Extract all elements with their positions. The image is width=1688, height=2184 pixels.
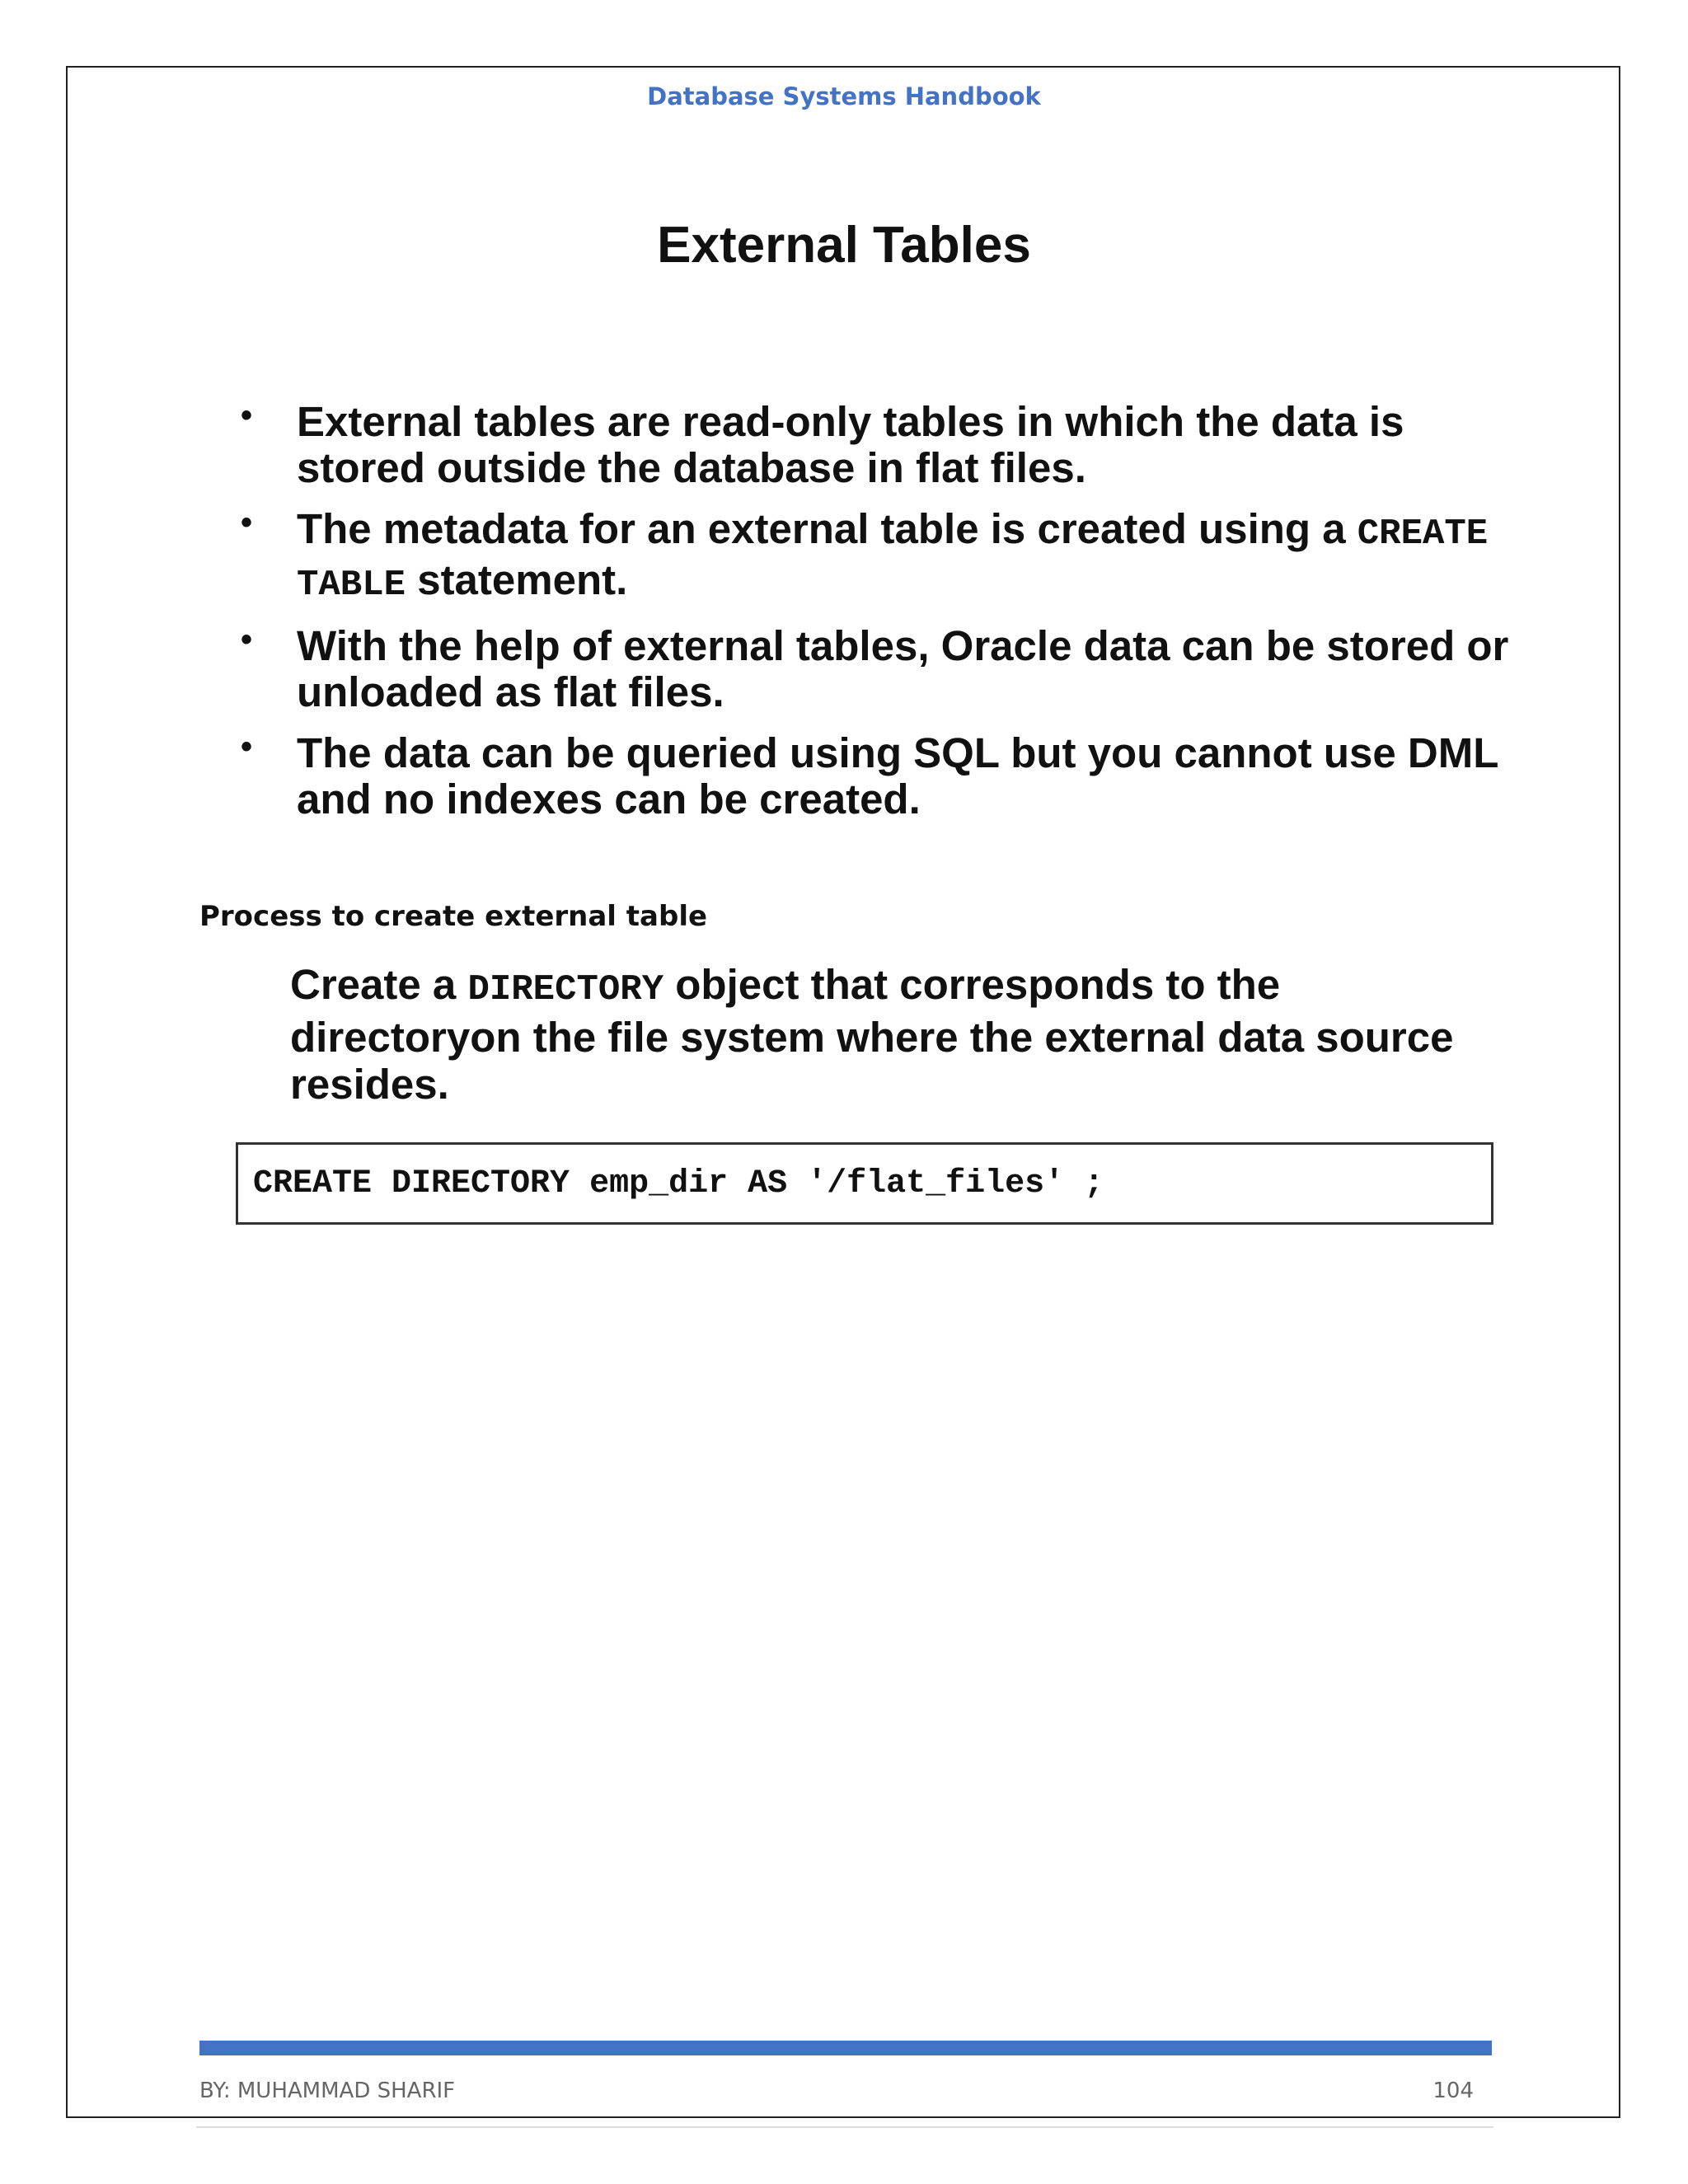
- footer-author: BY: MUHAMMAD SHARIF: [199, 2079, 456, 2103]
- section-label: Process to create external table: [199, 900, 708, 933]
- footer-divider: [196, 2126, 1493, 2128]
- bullet-list: [231, 399, 1517, 837]
- bullet-icon: •: [241, 621, 253, 658]
- bullet-text: External tables are read-only tables in which the data is stored outside the database in flat files.: [297, 398, 1404, 491]
- page-number: 104: [1432, 2079, 1474, 2103]
- bullet-icon: •: [241, 397, 253, 434]
- bullet-icon: •: [241, 729, 253, 765]
- bullet-item: [231, 506, 1517, 608]
- bullet-item: [231, 399, 1517, 491]
- sql-keyword: CREATE TABLE: [297, 513, 1489, 606]
- bullet-item: [231, 623, 1517, 715]
- footer-accent-bar: [199, 2041, 1492, 2055]
- running-header: Database Systems Handbook: [647, 82, 1041, 110]
- sql-keyword: DIRECTORY: [467, 969, 664, 1010]
- step-text-suffix: object that corresponds to the directoryon the file system where the external data source resides.: [290, 961, 1454, 1108]
- code-snippet: CREATE DIRECTORY emp_dir AS '/flat_files' ;: [253, 1165, 1104, 1202]
- step-text-prefix: Create a: [290, 961, 468, 1008]
- bullet-text: The data can be queried using SQL but you cannot use DML and no indexes can be created.: [297, 729, 1498, 823]
- process-step-text: [290, 961, 1477, 1108]
- bullet-icon: •: [241, 504, 253, 541]
- bullet-text: The metadata for an external table is created using a: [297, 505, 1357, 552]
- bullet-text: statement.: [406, 556, 628, 603]
- bullet-item: [231, 730, 1517, 823]
- code-box: [236, 1142, 1493, 1225]
- slide-title: External Tables: [657, 217, 1031, 274]
- bullet-text: With the help of external tables, Oracle data can be stored or unloaded as flat files.: [297, 622, 1509, 715]
